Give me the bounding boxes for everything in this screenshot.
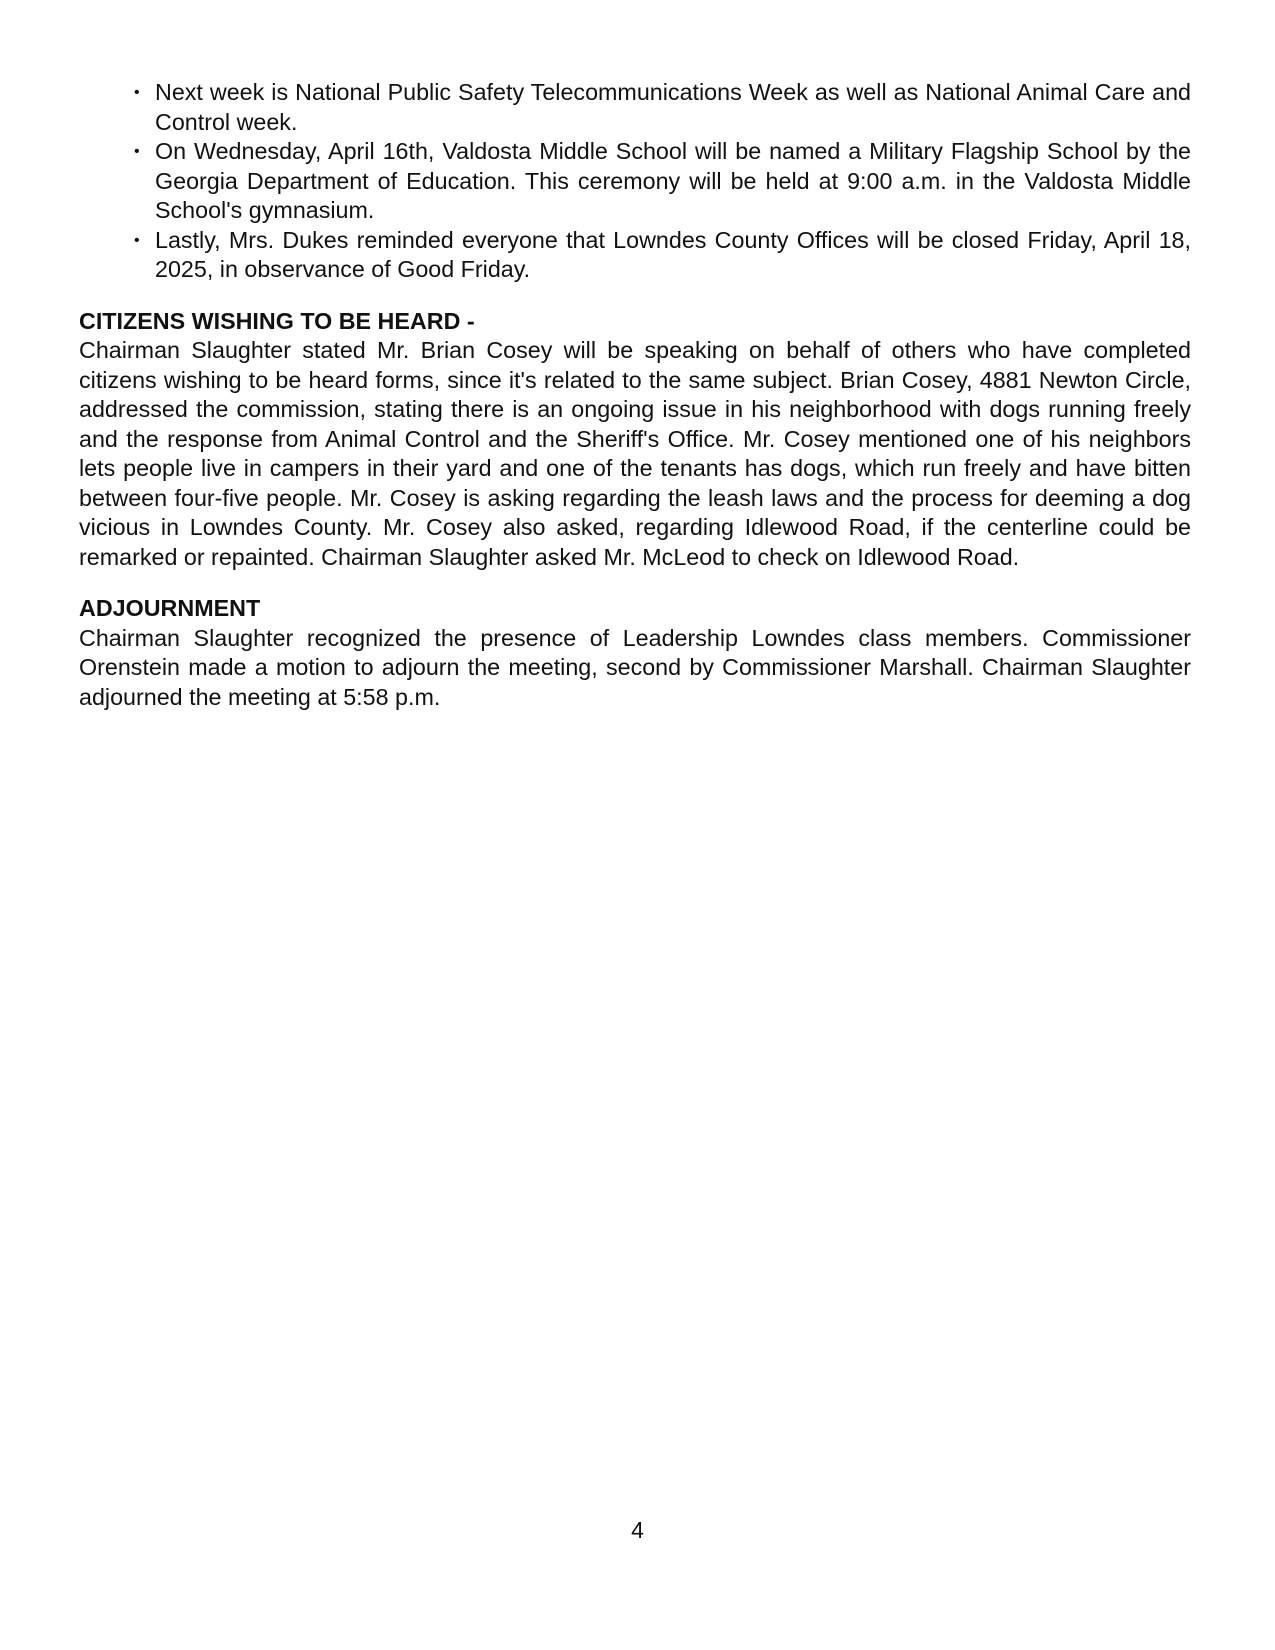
citizens-section (79, 307, 1191, 573)
bullet-marker: • (134, 84, 140, 101)
adjournment-section (79, 594, 1191, 712)
list-item-text: Lastly, Mrs. Dukes reminded everyone that Lowndes County Offices will be closed Friday, April 18, 2025, in observance of Good Friday. (155, 226, 1191, 282)
adjournment-heading: ADJOURNMENT (79, 595, 261, 621)
citizens-paragraph: Chairman Slaughter stated Mr. Brian Cosey will be speaking on behalf of others who have completed citizens wishing to be heard forms, since it's related to the same subject. Brian Cosey, 4881 Newton Circle, addressed the commission, stating there is an ongoing issue in his neighborhood with dogs running freely and the response from Animal Control and the Sheriff's Office. Mr. Cosey mentioned one of his neighbors lets people live in campers in their yard and one of the tenants has dogs, which run freely and have bitten between four-five people. Mr. Cosey is asking regarding the leash laws and the process for deeming a dog vicious in Lowndes County. Mr. Cosey also asked, regarding Idlewood Road, if the centerline could be remarked or repainted. Chairman Slaughter asked Mr. McLeod to check on Idlewood Road. (79, 337, 1191, 570)
list-item-text: Next week is National Public Safety Telecommunications Week as well as National Animal Care and Control week. (155, 79, 1191, 135)
list-item (134, 137, 1191, 226)
announcement-list (79, 78, 1191, 285)
list-item-text: On Wednesday, April 16th, Valdosta Middle School will be named a Military Flagship School by the Georgia Department of Education. This ceremony will be held at 9:00 a.m. in the Valdosta Middle School's gymnasium. (155, 138, 1191, 223)
page-number: 4 (631, 1517, 644, 1543)
document-page (79, 78, 1191, 712)
bullet-marker: • (134, 143, 140, 160)
adjournment-paragraph: Chairman Slaughter recognized the presence of Leadership Lowndes class members. Commissioner Orenstein made a motion to adjourn the meeting, second by Commissioner Marshall. Chairman Slaughter adjourned the meeting at 5:58 p.m. (79, 624, 1191, 710)
list-item (134, 226, 1191, 285)
list-item (134, 78, 1191, 137)
bullet-marker: • (134, 231, 140, 249)
citizens-heading: CITIZENS WISHING TO BE HEARD - (79, 307, 475, 334)
